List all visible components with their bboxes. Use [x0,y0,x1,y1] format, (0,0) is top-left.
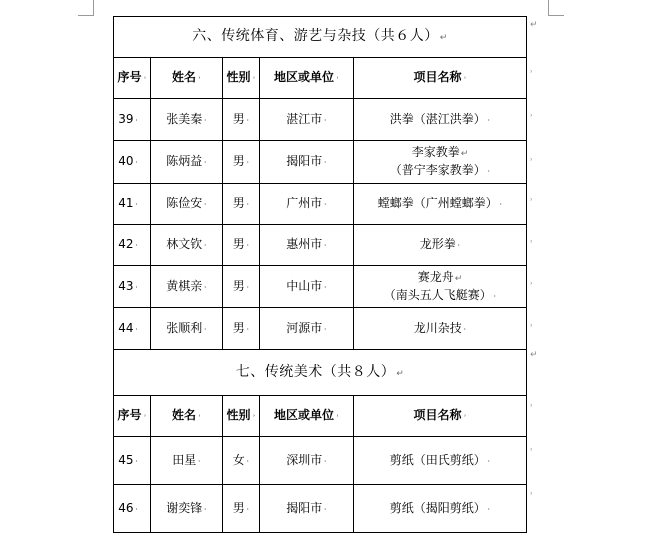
section-title-row [114,17,527,58]
cell-gender: 男 ˒ [223,308,260,350]
table-row [114,99,527,141]
cell-project: 洪拳（湛江洪拳） ˒ [354,99,527,141]
row-end-mark: ˒ [530,490,533,500]
row-end-mark: ↵ [530,350,538,360]
cell-project: 龙形拳 ˒ [354,225,527,266]
margin-mark-top-right-h [548,15,564,16]
cell-gender: 男 ˒ [223,485,260,533]
cell-region: 中山市 ˒ [260,266,354,308]
table-row [114,485,527,533]
cell-region: 揭阳市 ˒ [260,141,354,184]
cell-gender: 男 ˒ [223,225,260,266]
cell-number: 41 ˒ [114,184,151,225]
header-project: 项目名称 ˒ [354,396,527,437]
cell-name: 张顺利 ˒ [151,308,223,350]
row-end-mark: ˒ [530,322,533,332]
heritage-inheritors-table [113,16,527,533]
row-end-mark: ˒ [530,402,533,412]
table-row [114,225,527,266]
table-row [114,437,527,485]
row-end-mark: ↵ [530,20,538,30]
header-number: 序号 ˒ [114,58,151,99]
cell-project: 李家教拳↵ （普宁李家教拳） ˒ [354,141,527,184]
section-title-row [114,350,527,396]
cell-number: 39 ˒ [114,99,151,141]
cell-number: 44 ˒ [114,308,151,350]
cell-project: 赛龙舟↵ （南头五人飞艇赛） ˒ [354,266,527,308]
cell-number: 42 ˒ [114,225,151,266]
table-row [114,308,527,350]
cell-name: 田星 ˒ [151,437,223,485]
cell-gender: 男 ˒ [223,184,260,225]
cell-name: 谢奕锋 ˒ [151,485,223,533]
row-end-mark: ˒ [530,196,533,206]
cell-number: 46 ˒ [114,485,151,533]
header-region: 地区或单位 ˒ [260,58,354,99]
cell-name: 陈俭安 ˒ [151,184,223,225]
cell-name: 林文钦 ˒ [151,225,223,266]
table-header-row [114,396,527,437]
cell-project: 剪纸（田氏剪纸） ˒ [354,437,527,485]
row-end-mark: ˒ [530,156,533,166]
margin-mark-top-right-v [548,0,549,16]
cell-gender: 男 ˒ [223,266,260,308]
cell-number: 45 ˒ [114,437,151,485]
row-end-mark: ˒ [530,112,533,122]
header-gender: 性别 ˒ [223,396,260,437]
cell-name: 黄棋亲 ˒ [151,266,223,308]
section-title: 六、传统体育、游艺与杂技（共６人）↵ [114,17,527,58]
cell-gender: 女 ˒ [223,437,260,485]
row-end-mark: ˒ [530,446,533,456]
header-number: 序号 ˒ [114,396,151,437]
header-name: 姓名 ˒ [151,58,223,99]
row-end-mark: ˒ [530,68,533,78]
cell-region: 湛江市 ˒ [260,99,354,141]
table-row [114,141,527,184]
margin-mark-top-left-h [78,15,94,16]
cell-project: 龙川杂技 ˒ [354,308,527,350]
cell-region: 广州市 ˒ [260,184,354,225]
cell-project: 螳螂拳（广州螳螂拳） ˒ [354,184,527,225]
cell-region: 揭阳市 ˒ [260,485,354,533]
cell-project: 剪纸（揭阳剪纸） ˒ [354,485,527,533]
margin-mark-top-left-v [93,0,94,16]
cell-name: 陈炳益 ˒ [151,141,223,184]
cell-region: 深圳市 ˒ [260,437,354,485]
table-row [114,184,527,225]
section-title: 七、传统美术（共８人）↵ [114,350,527,396]
cell-number: 40 ˒ [114,141,151,184]
cell-gender: 男 ˒ [223,99,260,141]
table-row [114,266,527,308]
row-end-mark: ˒ [530,280,533,290]
header-gender: 性别 ˒ [223,58,260,99]
header-name: 姓名 ˒ [151,396,223,437]
cell-gender: 男 ˒ [223,141,260,184]
cell-name: 张美秦 ˒ [151,99,223,141]
cell-number: 43 ˒ [114,266,151,308]
table-header-row [114,58,527,99]
header-region: 地区或单位 ˒ [260,396,354,437]
cell-region: 河源市 ˒ [260,308,354,350]
row-end-mark: ˒ [530,238,533,248]
cell-region: 惠州市 ˒ [260,225,354,266]
header-project: 项目名称 ˒ [354,58,527,99]
